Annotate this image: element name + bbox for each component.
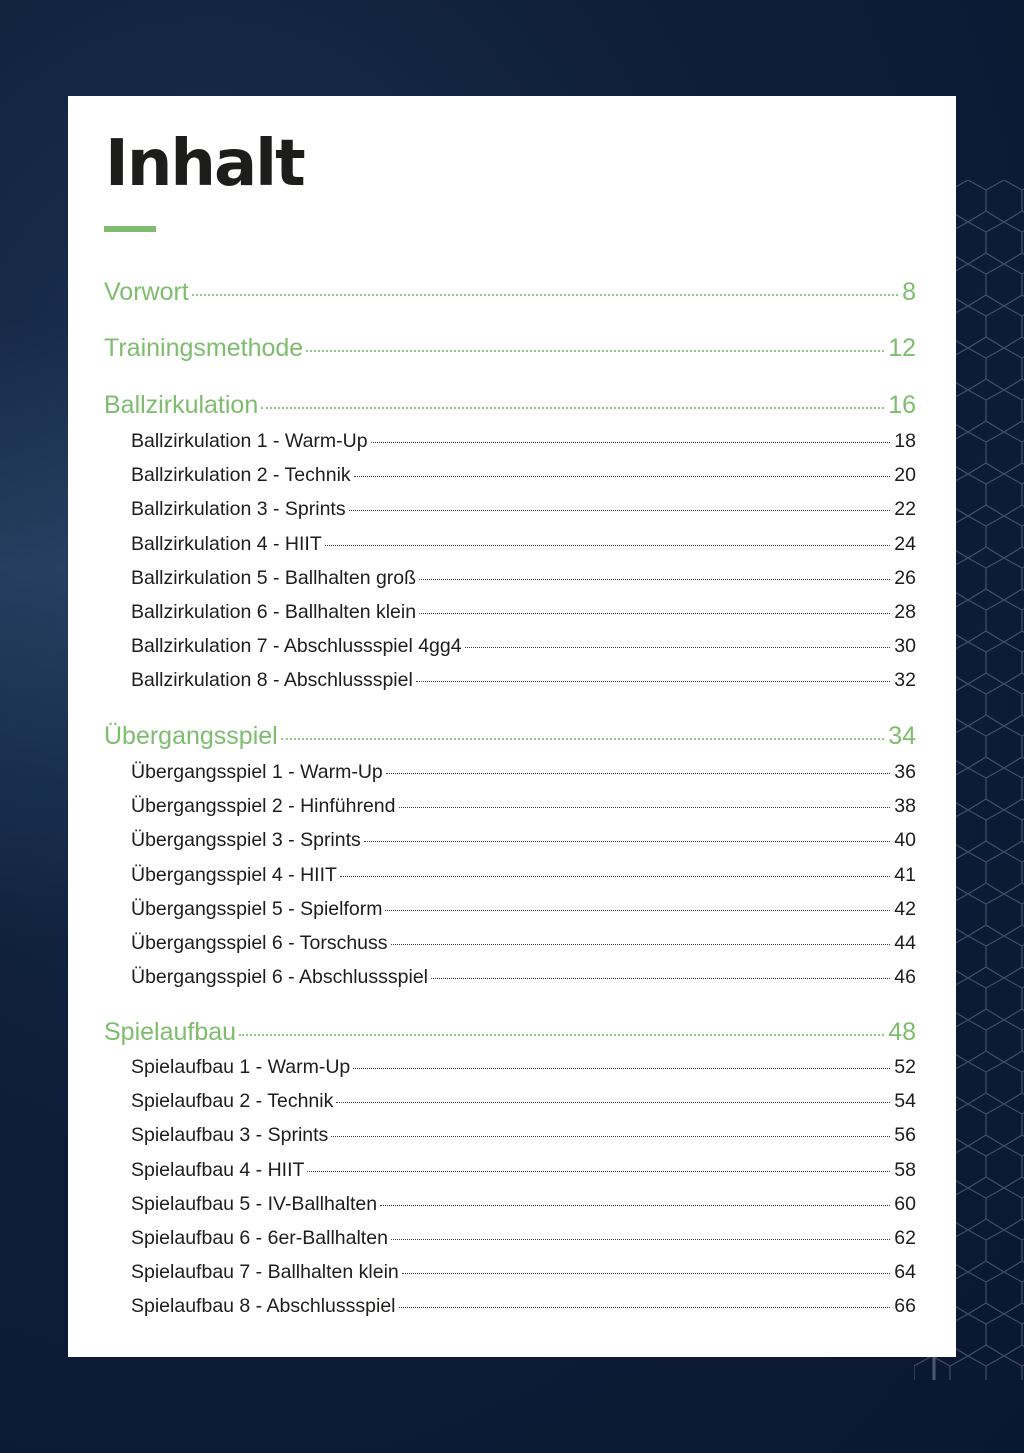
toc-leader-dots (465, 647, 891, 648)
toc-entry[interactable] (131, 430, 916, 456)
toc-entry-page: 40 (894, 829, 916, 852)
toc-entry-page: 32 (894, 669, 916, 692)
toc-entry[interactable] (131, 635, 916, 661)
toc-section-title: Spielaufbau (104, 1018, 237, 1046)
toc-entry[interactable] (131, 498, 916, 524)
toc-entry-page: 36 (894, 761, 916, 783)
toc-entry-title: Übergangsspiel 1 - Warm-Up (131, 761, 383, 783)
toc-card (68, 96, 956, 1357)
toc-leader-dots (364, 841, 891, 842)
toc-leader-dots (192, 294, 898, 296)
toc-leader-dots (399, 1307, 891, 1308)
toc-entry-page: 64 (894, 1261, 916, 1284)
toc-entry-title: Übergangsspiel 4 - HIIT (131, 863, 337, 886)
toc-entry-title: Spielaufbau 5 - IV-Ballhalten (131, 1192, 378, 1215)
toc-leader-dots (391, 1239, 890, 1240)
toc-entry[interactable] (131, 1124, 916, 1150)
toc-entry-page: 18 (894, 430, 916, 452)
toc-entry-page: 62 (894, 1227, 916, 1249)
toc-leader-dots (336, 1102, 890, 1103)
toc-entry[interactable] (131, 864, 916, 890)
toc-leader-dots (353, 1068, 890, 1069)
toc-entry-page: 42 (894, 897, 916, 920)
toc-entry[interactable] (131, 464, 916, 490)
toc-section[interactable] (104, 391, 916, 425)
toc-section[interactable] (104, 722, 916, 756)
toc-entry[interactable] (131, 1227, 916, 1253)
toc-section-page: 34 (888, 722, 916, 750)
toc-entry-title: Spielaufbau 3 - Sprints (131, 1124, 329, 1147)
toc-entry[interactable] (131, 1056, 916, 1082)
toc-entry-page: 26 (894, 566, 916, 589)
toc-entry-page: 60 (894, 1192, 916, 1215)
toc-entry[interactable] (131, 533, 916, 559)
toc-entry[interactable] (131, 1193, 916, 1219)
toc-entry-title: Ballzirkulation 2 - Technik (131, 464, 351, 487)
toc-section-title: Vorwort (104, 278, 189, 306)
toc-section-title: Trainingsmethode (104, 334, 304, 362)
toc-leader-dots (391, 944, 891, 945)
toc-section-title: Übergangsspiel (104, 722, 278, 750)
toc-leader-dots (419, 613, 890, 614)
toc-leader-dots (349, 510, 891, 511)
toc-entry-page: 30 (894, 635, 916, 658)
toc-entry-title: Ballzirkulation 3 - Sprints (131, 498, 346, 521)
toc-entry-title: Ballzirkulation 4 - HIIT (131, 532, 322, 555)
toc-entry-title: Spielaufbau 7 - Ballhalten klein (131, 1261, 399, 1284)
toc-entry[interactable] (131, 829, 916, 855)
toc-entry[interactable] (131, 761, 916, 787)
toc-entry-title: Übergangsspiel 5 - Spielform (131, 897, 383, 920)
toc-leader-dots (325, 545, 891, 546)
toc-leader-dots (371, 442, 891, 443)
toc-leader-dots (281, 738, 884, 740)
toc-leader-dots (261, 407, 884, 409)
toc-entry-title: Übergangsspiel 2 - Hinführend (131, 795, 396, 818)
toc-entry-page: 38 (894, 795, 916, 818)
toc-entry[interactable] (131, 898, 916, 924)
toc-section-page: 12 (888, 334, 916, 362)
toc-entry-title: Ballzirkulation 7 - Abschlussspiel 4gg4 (131, 635, 462, 658)
toc-entry-title: Spielaufbau 4 - HIIT (131, 1158, 305, 1181)
toc-entry-title: Spielaufbau 1 - Warm-Up (131, 1056, 351, 1078)
toc-entry-title: Ballzirkulation 8 - Abschlussspiel (131, 669, 413, 692)
toc-entry-page: 20 (894, 464, 916, 487)
toc-entry[interactable] (131, 795, 916, 821)
toc-section-page: 8 (902, 278, 916, 306)
toc-section-page: 16 (888, 391, 916, 419)
toc-entry-title: Spielaufbau 6 - 6er-Ballhalten (131, 1227, 388, 1249)
toc-section[interactable] (104, 1018, 916, 1052)
toc-leader-dots (380, 1205, 890, 1206)
toc-entry-title: Übergangsspiel 3 - Sprints (131, 829, 361, 852)
toc-leader-dots (386, 773, 891, 774)
toc-leader-dots (416, 681, 890, 682)
toc-entry[interactable] (131, 1261, 916, 1287)
toc-entry[interactable] (131, 567, 916, 593)
toc-entry-title: Spielaufbau 8 - Abschlussspiel (131, 1295, 396, 1318)
toc-leader-dots (340, 876, 890, 877)
toc-leader-dots (307, 1171, 890, 1172)
toc-entry-page: 52 (894, 1056, 916, 1078)
toc-entry[interactable] (131, 932, 916, 958)
toc-entry-page: 66 (894, 1295, 916, 1318)
toc-entry-title: Übergangsspiel 6 - Torschuss (131, 932, 388, 954)
title-accent-bar (104, 226, 156, 232)
toc-entry-title: Übergangsspiel 6 - Abschlussspiel (131, 966, 428, 989)
toc-entry[interactable] (131, 1159, 916, 1185)
toc-entry-page: 24 (894, 532, 916, 555)
toc-section[interactable] (104, 334, 916, 368)
toc-entry[interactable] (131, 1295, 916, 1321)
toc-entry-title: Ballzirkulation 6 - Ballhalten klein (131, 601, 417, 623)
toc-entry[interactable] (131, 669, 916, 695)
toc-entry-page: 54 (894, 1090, 916, 1113)
toc-entry[interactable] (131, 966, 916, 992)
toc-entry-page: 56 (894, 1124, 916, 1147)
toc-entry-page: 22 (894, 498, 916, 521)
toc-section-page: 48 (888, 1018, 916, 1046)
toc-entry-page: 46 (894, 966, 916, 989)
toc-entry[interactable] (131, 601, 916, 627)
toc-entry[interactable] (131, 1090, 916, 1116)
toc-entry-title: Spielaufbau 2 - Technik (131, 1090, 334, 1113)
toc-leader-dots (331, 1136, 890, 1137)
toc-entry-page: 58 (894, 1158, 916, 1181)
toc-leader-dots (385, 910, 890, 911)
toc-leader-dots (306, 350, 884, 352)
background-stadium-glow (0, 320, 70, 940)
toc-leader-dots (399, 807, 891, 808)
toc-entry-title: Ballzirkulation 5 - Ballhalten groß (131, 566, 417, 589)
toc-section-title: Ballzirkulation (104, 391, 259, 419)
toc-entry-page: 28 (894, 601, 916, 623)
toc-leader-dots (402, 1273, 891, 1274)
toc-leader-dots (431, 978, 890, 979)
toc-leader-dots (354, 476, 891, 477)
toc-section[interactable] (104, 278, 916, 312)
toc-leader-dots (419, 579, 890, 580)
toc-entry-title: Ballzirkulation 1 - Warm-Up (131, 430, 368, 452)
page-title: Inhalt (105, 127, 304, 201)
toc-entry-page: 44 (894, 932, 916, 954)
toc-leader-dots (239, 1034, 884, 1036)
toc-entry-page: 41 (894, 863, 916, 886)
